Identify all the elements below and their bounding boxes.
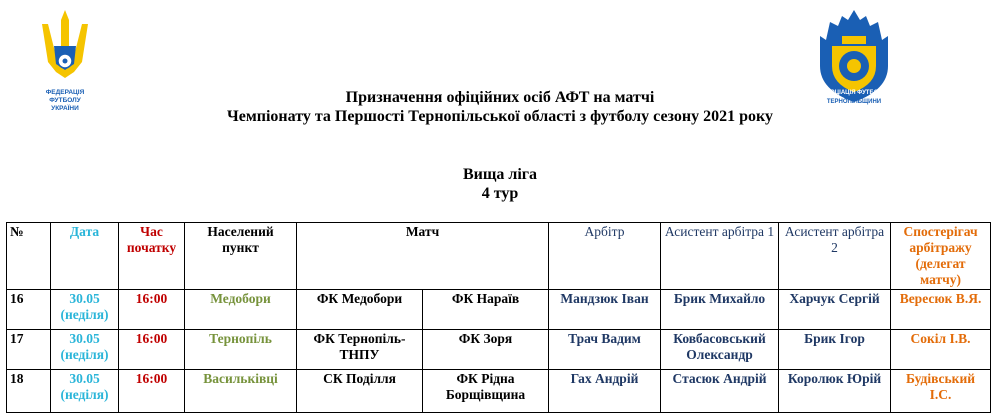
document-title bbox=[0, 88, 1000, 126]
table-header-row bbox=[7, 223, 991, 290]
cell-time: 16:00 bbox=[119, 370, 185, 413]
round-number: 4 тур bbox=[481, 185, 519, 202]
col-header-no: № bbox=[7, 223, 51, 290]
col-header-assistant2: Асистент арбітра 2 bbox=[779, 223, 891, 290]
col-header-place: Населений пункт bbox=[185, 223, 297, 290]
col-header-match: Матч bbox=[297, 223, 549, 290]
table-row bbox=[7, 290, 991, 330]
col-header-referee: Арбітр bbox=[549, 223, 661, 290]
league-name: Вища ліга bbox=[462, 166, 538, 183]
col-header-assistant1: Асистент арбітра 1 bbox=[661, 223, 779, 290]
cell-place: Васильківці bbox=[185, 370, 297, 413]
cell-no: 18 bbox=[7, 370, 51, 413]
cell-home-team: ФК Тернопіль-ТНПУ bbox=[297, 330, 423, 370]
ffu-logo-line3: УКРАЇНИ bbox=[51, 105, 79, 112]
cell-observer: Сокіл І.В. bbox=[891, 330, 991, 370]
aft-logo-line1: АСОЦІАЦІЯ ФУТБОЛУ bbox=[821, 90, 887, 96]
league-heading bbox=[0, 165, 1000, 203]
cell-assistant2: Королюк Юрій bbox=[779, 370, 891, 413]
cell-place: Медобори bbox=[185, 290, 297, 330]
cell-date: 30.05 (неділя) bbox=[51, 290, 119, 330]
col-header-date: Дата bbox=[51, 223, 119, 290]
cell-home-team: ФК Медобори bbox=[297, 290, 423, 330]
cell-no: 16 bbox=[7, 290, 51, 330]
aft-logo-line2: ТЕРНОПІЛЬЩИНИ bbox=[826, 99, 882, 105]
cell-observer: Вересюк В.Я. bbox=[891, 290, 991, 330]
ffu-logo-line2: ФУТБОЛУ bbox=[49, 97, 81, 104]
cell-away-team: ФК Рідна Борщівщина bbox=[423, 370, 549, 413]
cell-date: 30.05 (неділя) bbox=[51, 370, 119, 413]
ffu-logo-line1: ФЕДЕРАЦІЯ bbox=[45, 89, 85, 96]
cell-referee: Трач Вадим bbox=[549, 330, 661, 370]
cell-no: 17 bbox=[7, 330, 51, 370]
col-header-observer: Спостерігач арбітражу (делегат матчу) bbox=[891, 223, 991, 290]
cell-place: Тернопіль bbox=[185, 330, 297, 370]
cell-assistant1: Ковбасовський Олександр bbox=[661, 330, 779, 370]
cell-away-team: ФК Нараїв bbox=[423, 290, 549, 330]
cell-assistant2: Брик Ігор bbox=[779, 330, 891, 370]
cell-referee: Гах Андрій bbox=[549, 370, 661, 413]
cell-assistant1: Брик Михайло bbox=[661, 290, 779, 330]
cell-home-team: СК Поділля bbox=[297, 370, 423, 413]
cell-time: 16:00 bbox=[119, 330, 185, 370]
cell-assistant2: Харчук Сергій bbox=[779, 290, 891, 330]
cell-date: 30.05 (неділя) bbox=[51, 330, 119, 370]
cell-assistant1: Стасюк Андрій bbox=[661, 370, 779, 413]
table-row bbox=[7, 370, 991, 413]
cell-referee: Мандзюк Іван bbox=[549, 290, 661, 330]
referee-assignments-table bbox=[6, 222, 991, 413]
col-header-time: Час початку bbox=[119, 223, 185, 290]
title-line-1: Призначення офіційних осіб АФТ на матчі bbox=[345, 89, 655, 106]
cell-time: 16:00 bbox=[119, 290, 185, 330]
cell-away-team: ФК Зоря bbox=[423, 330, 549, 370]
table-row bbox=[7, 330, 991, 370]
title-line-2: Чемпіонату та Першості Тернопільської області з футболу сезону 2021 року bbox=[226, 108, 773, 125]
cell-observer: Будівський І.С. bbox=[891, 370, 991, 413]
